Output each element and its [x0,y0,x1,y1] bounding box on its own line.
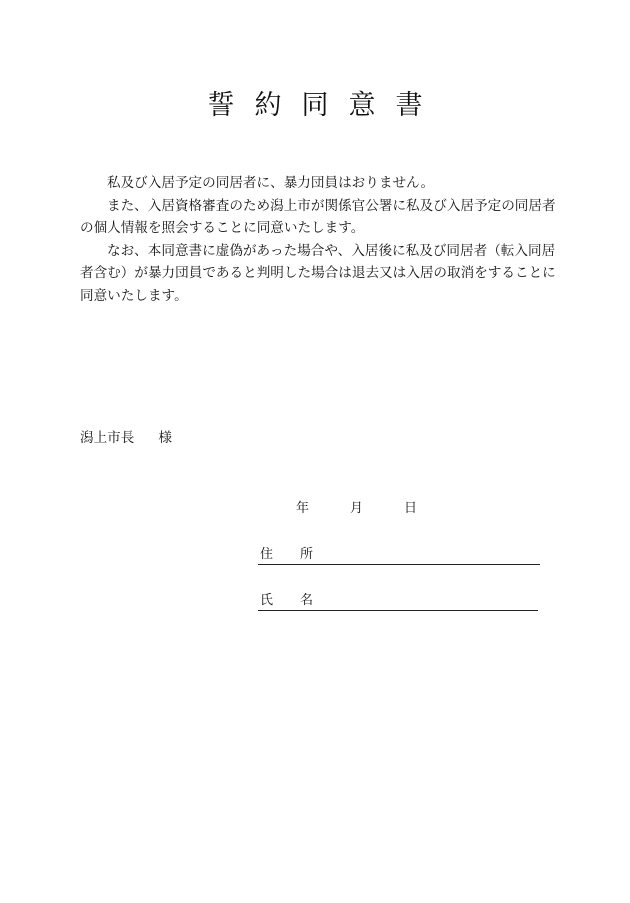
paragraph-no-gang-members: 私及び入居予定の同居者に、暴力団員はおりません。 [107,175,435,191]
name-label-second: 名 [300,593,314,608]
date-year-label: 年 [296,501,310,516]
address-field[interactable] [258,546,540,565]
address-label-first: 住 [260,547,274,562]
name-label-first: 氏 [260,593,274,608]
document-title: 誓約同意書 [207,90,443,121]
date-month-label: 月 [350,501,364,516]
address-label-second: 所 [300,547,314,562]
paragraph-cancellation-consent: なお、本同意書に虚偽があった場合や、入居後に私及び同居者（転入同居者含む）が暴力団員であると判明した場合は退去又は入居の取消をすることに同意いたします。 [80,242,556,304]
date-line [296,500,417,518]
document-body [80,172,558,307]
addressee-honorific: 様 [158,430,172,446]
addressee-name: 潟上市長 [80,430,135,446]
paragraph-information-consent: また、入居資格審査のため潟上市が関係官公署に私及び入居予定の同居者の個人情報を照会することに同意いたします。 [80,197,556,236]
name-field[interactable] [258,592,538,611]
addressee [80,428,172,448]
date-day-label: 日 [404,501,418,516]
